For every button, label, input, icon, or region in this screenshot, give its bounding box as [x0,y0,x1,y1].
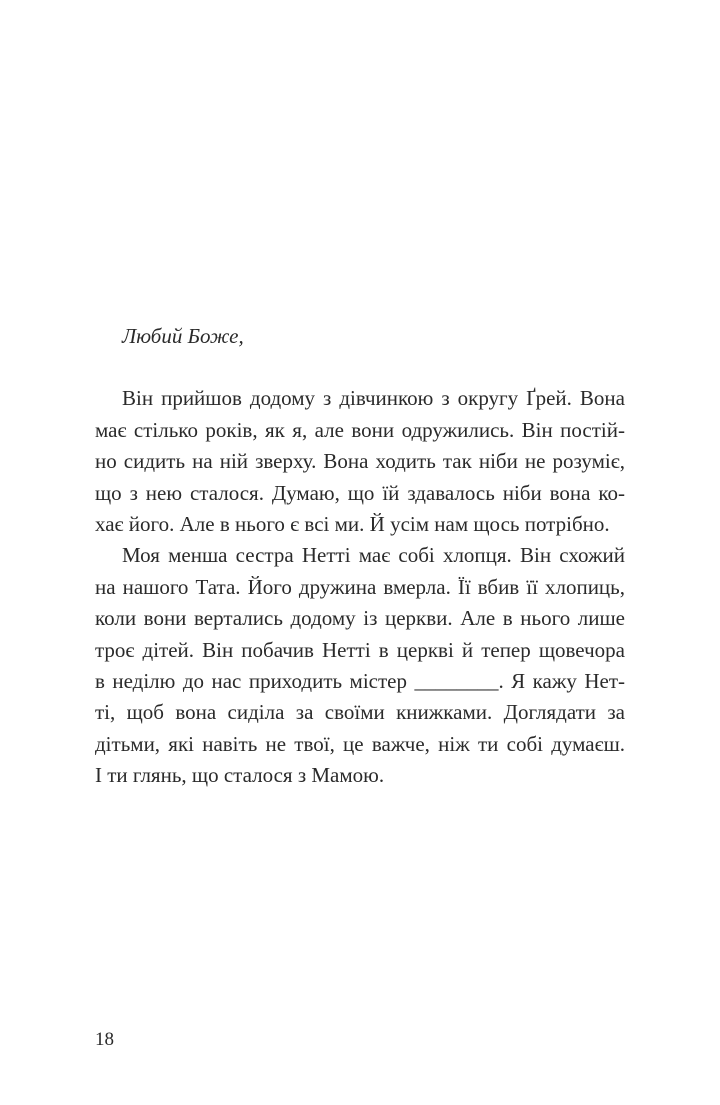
letter-line: но сидить на ній зверху. Вона ходить так ніби не розуміє, [95,449,625,474]
letter-line: ті, щоб вона сиділа за своїми книжками. Доглядати за [95,700,625,725]
letter-line: має стілько років, як я, але вони одружились. Він постій- [95,417,625,442]
letter-line: троє дітей. Він побачив Нетті в церкві й тепер щовечора [95,637,625,662]
letter-paragraph-2 [95,540,625,791]
letter-text-block [95,321,625,792]
letter-line: дітьми, які навіть не твої, це важче, ніж ти собі думаєш. [95,731,625,756]
letter-line: хає його. Але в нього є всі ми. Й усім нам щось потрібно. [95,512,610,537]
page-number: 18 [95,1029,114,1050]
letter-line: коли вони вертались додому із церкви. Але в нього лише [95,606,625,631]
letter-line: Він прийшов додому з дівчинкою з округу Ґрей. Вона [122,386,625,411]
letter-line: І ти глянь, що сталося з Мамою. [95,763,385,788]
letter-line: що з нею сталося. Думаю, що їй здавалось ніби вона ко- [95,480,625,505]
letter-paragraph-1 [95,383,625,540]
letter-line: в неділю до нас приходить містер ________. Я кажу Нет- [95,669,625,694]
letter-line: на нашого Тата. Його дружина вмерла. Її вбив її хлопиць, [95,574,625,599]
letter-line: Моя менша сестра Нетті має собі хлопця. Він схожий [122,543,625,568]
letter-salutation: Любий Боже, [122,324,244,348]
